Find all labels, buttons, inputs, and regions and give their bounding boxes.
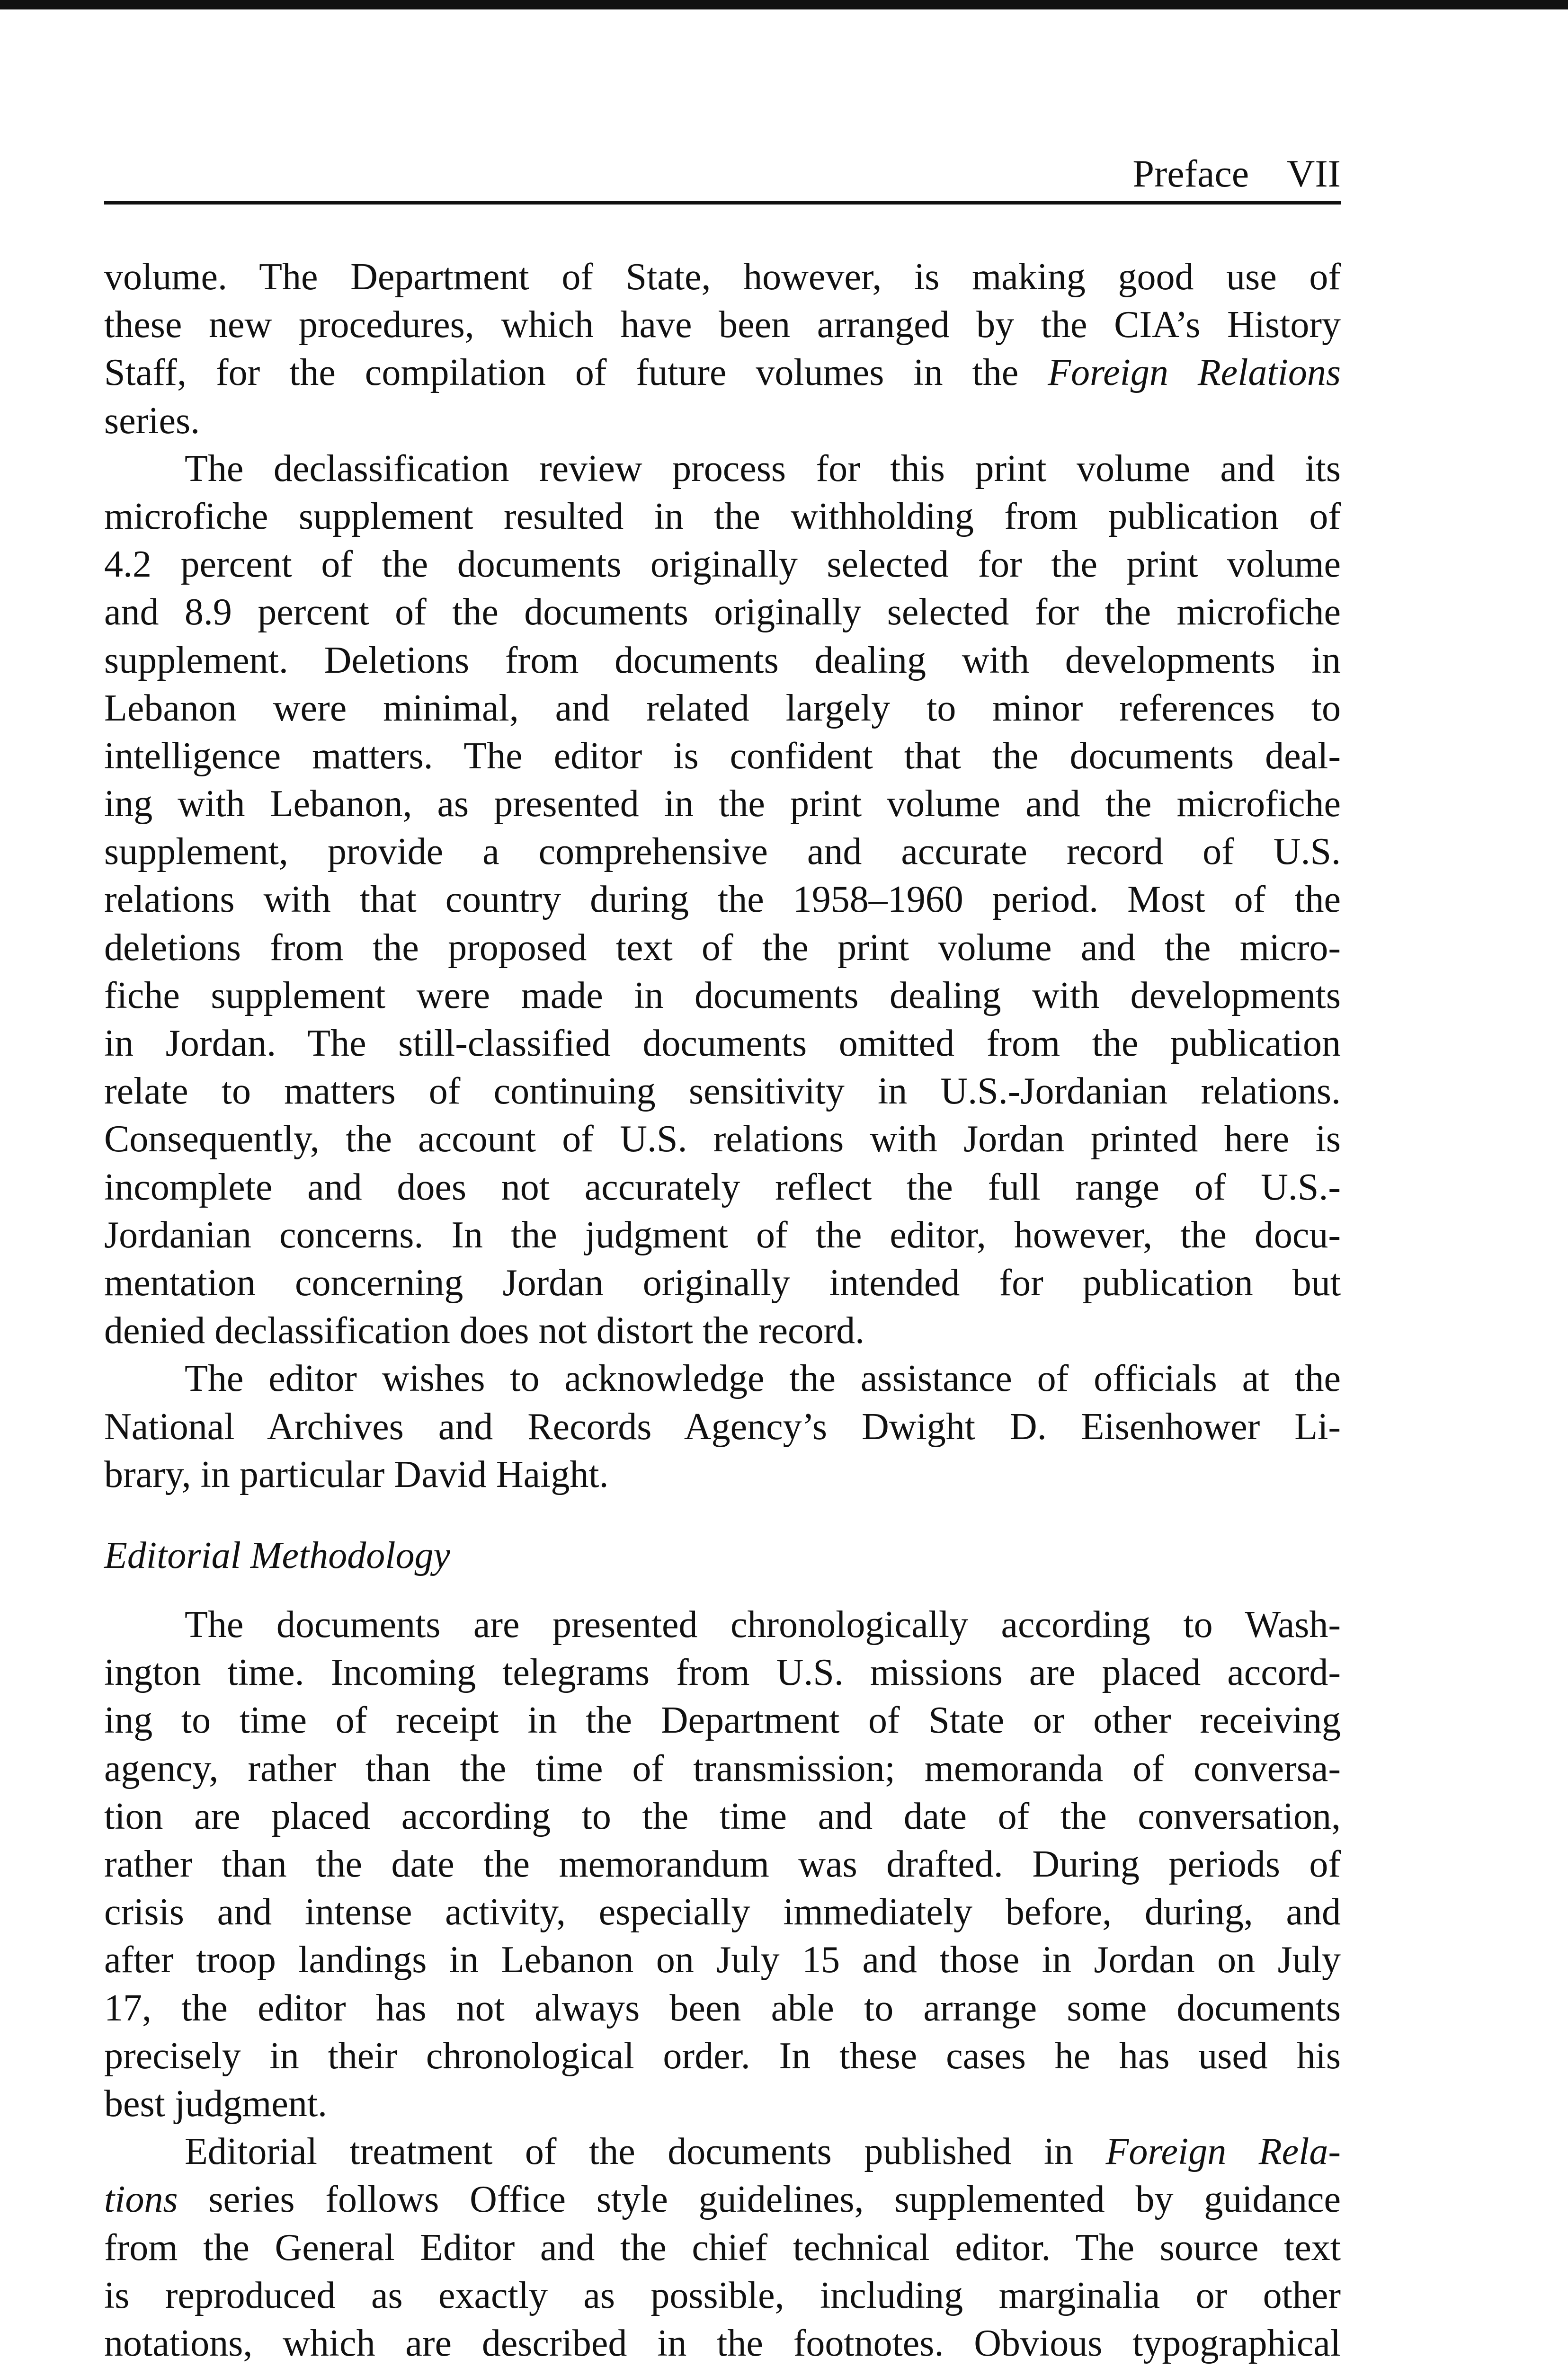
italic-title: Foreign Rela- <box>1105 2131 1341 2173</box>
text-line: Editorial treatment of the documents published in Foreign Rela- <box>185 2131 1341 2173</box>
text-line: supplement. Deletions from documents dealing with developments in <box>104 639 1341 681</box>
page-number: VII <box>1287 152 1341 195</box>
text-line: 4.2 percent of the documents originally selected for the print volume <box>104 543 1341 586</box>
text-line: Lebanon were minimal, and related largely to minor references to <box>104 687 1341 729</box>
paragraph-continuation <box>104 253 1341 445</box>
text-line: is reproduced as exactly as possible, including marginalia or other <box>104 2274 1341 2316</box>
paragraph-editorial-treatment <box>104 2128 1341 2367</box>
paragraph-chronology <box>104 1601 1341 2128</box>
text-line: 17, the editor has not always been able to arrange some documents <box>104 1987 1341 2029</box>
text-line: agency, rather than the time of transmission; memoranda of conversa- <box>104 1747 1341 1789</box>
text-line: deletions from the proposed text of the print volume and the micro- <box>104 926 1341 969</box>
text-line: in Jordan. The still-classified documents omitted from the publication <box>104 1023 1341 1064</box>
paragraph-declassification <box>104 445 1341 1355</box>
text-line: volume. The Department of State, however, is making good use of <box>104 256 1341 298</box>
text-line: Staff, for the compilation of future volumes in the Foreign Relations <box>104 352 1341 394</box>
body-text <box>104 253 1341 2367</box>
text-line: tion are placed according to the time and date of the conversation, <box>104 1795 1341 1837</box>
text-line: series. <box>104 400 200 442</box>
text-line: relations with that country during the 1958–1960 period. Most of the <box>104 879 1341 921</box>
text-line: ington time. Incoming telegrams from U.S. missions are placed accord- <box>104 1652 1341 1694</box>
paragraph-acknowledgment <box>104 1355 1341 1499</box>
text-line: fiche supplement were made in documents dealing with developments <box>104 974 1341 1016</box>
running-head-section: Preface <box>1132 152 1249 195</box>
text-line: after troop landings in Lebanon on July 15 and those in Jordan on July <box>104 1939 1341 1981</box>
text-line: precisely in their chronological order. In these cases he has used his <box>104 2035 1341 2077</box>
text-line: The declassification review process for this print volume and its <box>185 447 1341 489</box>
text-line: microfiche supplement resulted in the withholding from publication of <box>104 495 1341 537</box>
text-line: notations, which are described in the footnotes. Obvious typographical <box>104 2322 1341 2364</box>
text-line: ing to time of receipt in the Department of State or other receiving <box>104 1700 1341 1742</box>
text-line: The editor wishes to acknowledge the assistance of officials at the <box>185 1358 1341 1400</box>
italic-title: tions <box>104 2179 178 2221</box>
header-rule <box>104 201 1341 205</box>
section-heading: Editorial Methodology <box>104 1534 451 1576</box>
italic-title: Foreign Relations <box>1048 352 1341 394</box>
text-line: denied declassification does not distort the record. <box>104 1310 865 1352</box>
text-line: mentation concerning Jordan originally intended for publication but <box>104 1262 1341 1304</box>
text-line: crisis and intense activity, especially immediately before, during, and <box>104 1891 1341 1933</box>
running-head <box>104 148 1341 200</box>
text-line: intelligence matters. The editor is confident that the documents deal- <box>104 735 1341 777</box>
text-line: best judgment. <box>104 2082 328 2125</box>
text-line: incomplete and does not accurately reflect the full range of U.S.- <box>104 1166 1341 1208</box>
text-line: Jordanian concerns. In the judgment of the editor, however, the docu- <box>104 1214 1341 1256</box>
text-line: relate to matters of continuing sensitivity in U.S.-Jordanian relations. <box>104 1070 1341 1112</box>
text-line: National Archives and Records Agency’s Dwight D. Eisenhower Li- <box>104 1406 1341 1448</box>
top-edge-rule <box>0 0 1568 9</box>
text-line: and 8.9 percent of the documents originally selected for the microfiche <box>104 591 1341 633</box>
text-line: brary, in particular David Haight. <box>104 1453 609 1495</box>
text-line: supplement, provide a comprehensive and accurate record of U.S. <box>104 831 1341 873</box>
text-line: rather than the date the memorandum was drafted. During periods of <box>104 1843 1341 1885</box>
text-line: ing with Lebanon, as presented in the print volume and the microfiche <box>104 783 1341 825</box>
text-line: tions series follows Office style guidelines, supplemented by guidance <box>104 2179 1341 2221</box>
text-line: The documents are presented chronologically according to Wash- <box>185 1604 1341 1646</box>
text-line: Consequently, the account of U.S. relations with Jordan printed here is <box>104 1118 1341 1160</box>
text-line: from the General Editor and the chief technical editor. The source text <box>104 2226 1341 2269</box>
text-line: these new procedures, which have been arranged by the CIA’s History <box>104 304 1341 346</box>
